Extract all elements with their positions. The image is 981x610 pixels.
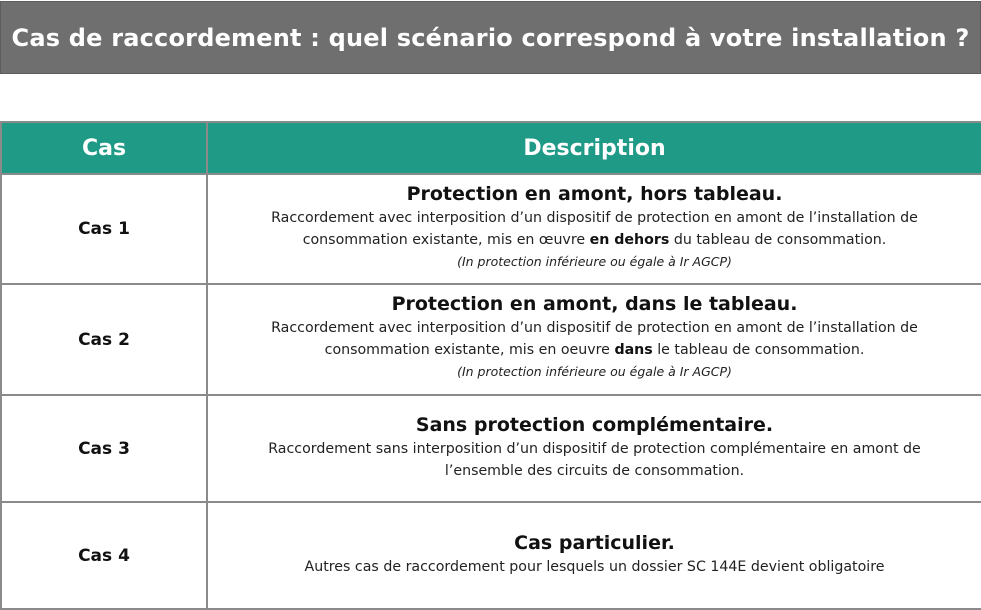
case-body-text: Raccordement avec interposition d’un dispositif de protection en amont de l’installation de consommation existante, mis en œuvre [271, 210, 918, 248]
case-body: Autres cas de raccordement pour lesquels un dossier SC 144E devient obligatoire [304, 559, 885, 575]
table-row [1, 284, 981, 395]
column-header-cas: Cas [1, 122, 207, 174]
page-title: Cas de raccordement : quel scénario correspond à votre installation ? [11, 23, 970, 52]
column-header-description: Description [207, 122, 981, 174]
case-title: Protection en amont, dans le tableau. [391, 293, 798, 315]
page-banner [0, 1, 981, 74]
case-body-text-end: du tableau de consommation. [669, 232, 887, 248]
case-body: Raccordement sans interposition d’un dispositif de protection complémentaire en amont de l’ensemble des circuits de consommation. [268, 441, 921, 479]
case-description [207, 284, 981, 395]
cases-table [0, 121, 981, 610]
case-title: Cas particulier. [514, 532, 675, 554]
case-label: Cas 2 [1, 284, 207, 395]
case-body [230, 207, 959, 251]
case-note: (In protection inférieure ou égale à Ir AGCP) [457, 364, 732, 379]
case-body-emphasis: dans [614, 342, 653, 358]
case-body-text-end: le tableau de consommation. [652, 342, 865, 358]
case-body-emphasis: en dehors [589, 232, 670, 248]
case-title: Sans protection complémentaire. [415, 414, 774, 436]
case-body-text: Raccordement avec interposition d’un dispositif de protection en amont de l’installation de consommation existante, mis en oeuvre [271, 320, 918, 358]
case-body [230, 317, 959, 361]
case-label: Cas 4 [1, 502, 207, 609]
case-description [207, 174, 981, 284]
case-label: Cas 1 [1, 174, 207, 284]
table-row [1, 395, 981, 502]
table-row [1, 174, 981, 284]
case-description [207, 502, 981, 609]
table-header-row [1, 122, 981, 174]
case-note: (In protection inférieure ou égale à Ir AGCP) [457, 254, 732, 269]
case-label: Cas 3 [1, 395, 207, 502]
table-row [1, 502, 981, 609]
case-title: Protection en amont, hors tableau. [406, 183, 783, 205]
case-description [207, 395, 981, 502]
